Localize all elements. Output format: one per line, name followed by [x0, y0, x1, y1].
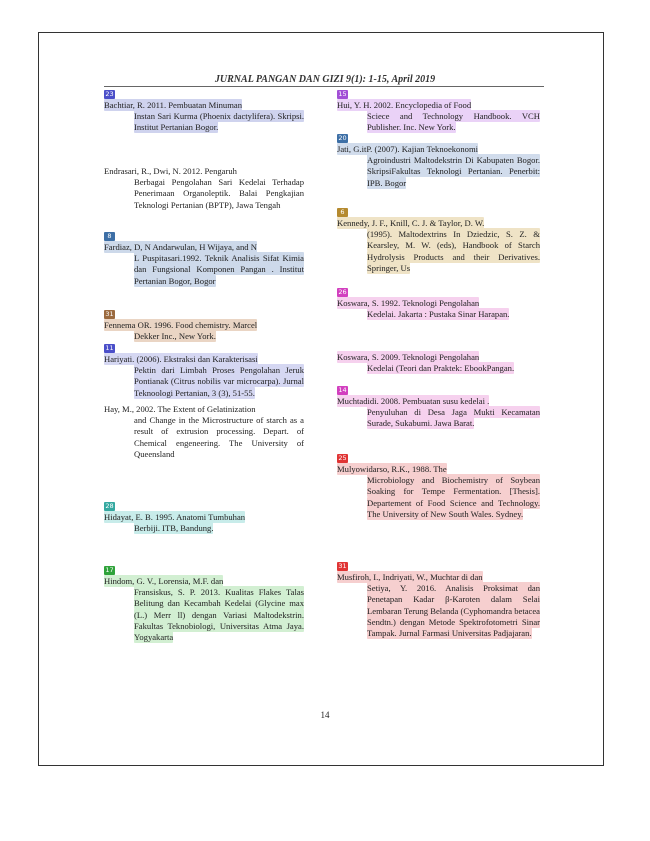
- reference-author: Koswara, S. 2009. Teknologi Pengolahan: [337, 352, 480, 362]
- page-number: 14: [320, 710, 330, 720]
- reference-details: [104, 587, 304, 643]
- reference-author: Fennema OR. 1996. Food chemistry. Marcel: [104, 320, 258, 330]
- reference-entry: [337, 386, 540, 430]
- annotation-badge: 25: [338, 454, 347, 462]
- reference-entry: [337, 352, 540, 374]
- reference-text: Dekker Inc., New York.: [134, 331, 216, 342]
- reference-author: Mulyowidarso, R.K., 1988. The: [337, 464, 447, 474]
- annotation-badge: 26: [338, 288, 347, 296]
- reference-author: Muchtadidi. 2008. Pembuatan susu kedelai .: [337, 396, 490, 406]
- header-rule: [104, 86, 544, 87]
- reference-details: [104, 365, 304, 399]
- reference-details: [104, 523, 304, 534]
- reference-details: [337, 475, 540, 520]
- annotation-badge: 15: [338, 90, 347, 98]
- reference-details: [104, 177, 304, 211]
- reference-author: Hay, M., 2002. The Extent of Gelatinization: [104, 404, 256, 414]
- reference-entry: [104, 404, 304, 460]
- reference-text: Kedelai (Teori dan Praktek: EbookPangan.: [367, 363, 515, 374]
- reference-entry: [337, 454, 540, 520]
- reference-entry: [104, 90, 304, 134]
- journal-header: JURNAL PANGAN DAN GIZI 9(1): 1-15, April 2019: [214, 74, 436, 85]
- reference-text: and Change in the Microstructure of starch as a result of extrusion processing. Depart. of Chemical engeneering. The University of Queensland: [134, 415, 304, 459]
- reference-text: (1995). Maltodextrins In Dziedzic, S. Z. & Kearsley, M. W. (eds), Handbook of Starch Hydrolysis Products and their Derivatives. Springer, Us: [367, 229, 540, 273]
- reference-author: Koswara, S. 1992. Teknologi Pengolahan: [337, 298, 480, 308]
- reference-details: [337, 111, 540, 133]
- annotation-badge: 28: [105, 502, 114, 510]
- annotation-badge: 17: [105, 566, 114, 574]
- reference-details: [104, 111, 304, 133]
- reference-details: [337, 229, 540, 274]
- reference-details: [337, 155, 540, 189]
- annotation-badge: 11: [105, 344, 114, 352]
- reference-details: [337, 407, 540, 429]
- reference-entry: [104, 310, 304, 342]
- annotation-badge: 31: [105, 310, 114, 318]
- reference-author: Fardiaz, D, N Andarwulan, H Wijaya, and N: [104, 242, 257, 252]
- reference-details: [104, 331, 304, 342]
- reference-details: [337, 363, 540, 374]
- reference-author: Hidayat, E. B. 1995. Anatomi Tumbuhan: [104, 512, 246, 522]
- reference-author: Hariyati. (2006). Ekstraksi dan Karakterisasi: [104, 354, 258, 364]
- annotation-badge: 14: [338, 386, 347, 394]
- reference-details: [104, 415, 304, 460]
- reference-entry: [104, 166, 304, 211]
- reference-text: Setiya, Y. 2016. Analisis Proksimat dan Penetapan Kadar β-Karoten dalam Selai Lembaran Terung Belanda (Cyphomandra betacea Sendtn.) dengan Metode Spektrofotometri Sinar Tampak. Jurnal Farmasi Universitas Padjajaran.: [367, 583, 540, 639]
- reference-text: Microbiology and Biochemistry of Soybean Soaking for Tempe Fermentation. [Thesis]. Departement of Food Science and Technology. The University of New South Wales. Sydney.: [367, 475, 540, 519]
- reference-text: Kedelai. Jakarta : Pustaka Sinar Harapan.: [367, 309, 510, 320]
- reference-author: Bachtiar, R. 2011. Pembuatan Minuman: [104, 100, 243, 110]
- reference-author: Endrasari, R., Dwi, N. 2012. Pengaruh: [104, 166, 237, 176]
- reference-entry: [104, 344, 304, 399]
- annotation-badge: 31: [338, 562, 347, 570]
- reference-entry: [337, 208, 540, 274]
- reference-author: Hindom, G. V., Lorensia, M.F. dan: [104, 576, 224, 586]
- reference-text: L Puspitasari.1992. Teknik Analisis Sifat Kimia dan Fungsional Komponen Pangan . Institut Pertanian Bogor, Bogor: [134, 253, 304, 286]
- reference-author: Hui, Y. H. 2002. Encyclopedia of Food: [337, 100, 472, 110]
- reference-text: Sciece and Technology Handbook. VCH Publisher. Inc. New York.: [367, 111, 540, 133]
- reference-text: Pektin dari Limbah Proses Pengolahan Jeruk Pontianak (Citrus nobilis var microcarpa). Jurnal Teknoologi Pertanian, 3 (3), 51-55.: [134, 365, 304, 398]
- reference-details: [337, 309, 540, 320]
- reference-author: Jati, G.itP. (2007). Kajian Teknoekonomi: [337, 144, 479, 154]
- reference-text: Fransiskus, S. P. 2013. Kualitas Flakes Talas Belitung dan Kecambah Kedelai (Glycine max (L.) Merr ll) dengan Variasi Maltodekstrin. Fakultas Teknobiologi, Universitas Atma Jaya. Yogyakarta: [134, 587, 304, 643]
- annotation-badge: 6: [337, 208, 348, 217]
- reference-text: Instan Sari Kurma (Phoenix dactylifera). Skripsi. Institut Pertanian Bogor.: [134, 111, 304, 133]
- annotation-badge: 8: [104, 232, 115, 241]
- reference-author: Kennedy, J. F., Knill, C. J. & Taylor, D. W.: [337, 218, 485, 228]
- reference-text: Berbagai Pengolahan Sari Kedelai Terhadap Penerimaan Organoleptik. Balai Pengkajian Teknologi Pertanian (BPTP), Jawa Tengah: [134, 177, 304, 210]
- reference-details: [104, 253, 304, 287]
- reference-entry: [337, 134, 540, 189]
- reference-text: Agroindustri Maltodekstrin Di Kabupaten Bogor. SkripsiFakultas Teknologi Pertanian. Penerbit: IPB. Bogor: [367, 155, 540, 188]
- reference-entry: [337, 288, 540, 320]
- reference-entry: [104, 566, 304, 643]
- reference-entry: [104, 232, 304, 287]
- reference-text: Berbiji. ITB, Bandung.: [134, 523, 214, 534]
- annotation-badge: 23: [105, 90, 114, 98]
- reference-entry: [337, 90, 540, 134]
- annotation-badge: 20: [338, 134, 347, 142]
- reference-entry: [104, 502, 304, 534]
- reference-details: [337, 583, 540, 639]
- reference-text: Penyuluhan di Desa Jaga Mukti Kecamatan Surade, Sukabumi. Jawa Barat.: [367, 407, 540, 429]
- reference-author: Musfiroh, I., Indriyati, W., Muchtar di dan: [337, 572, 483, 582]
- reference-entry: [337, 562, 540, 639]
